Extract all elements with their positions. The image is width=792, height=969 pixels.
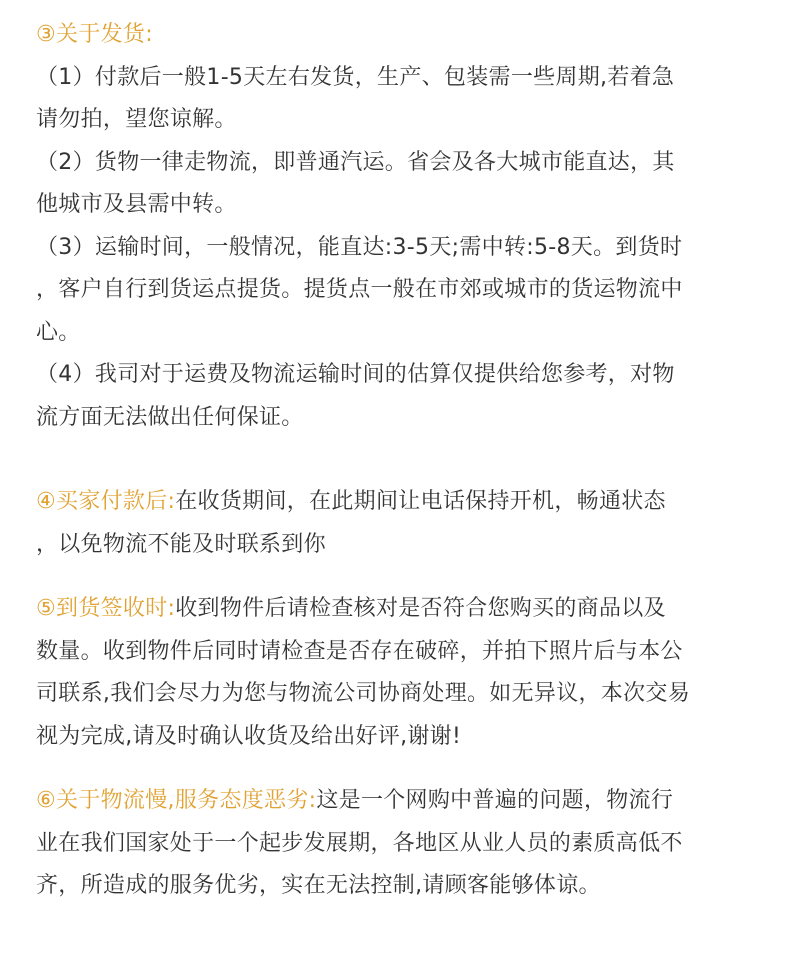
section-heading: ④买家付款后: — [36, 489, 176, 514]
section-heading: ⑥关于物流慢,服务态度恶劣: — [36, 788, 317, 813]
section-heading: ⑤到货签收时: — [36, 596, 176, 621]
text-inline: 在收货期间，在此期间让电话保持开机，畅通状态 — [175, 489, 666, 514]
text-line: 业在我们国家处于一个起步发展期，各地区从业人员的素质高低不 — [36, 830, 683, 856]
text-line: 齐，所造成的服务优劣，实在无法控制,请顾客能够体谅。 — [36, 873, 601, 898]
section-on-receipt — [36, 588, 762, 758]
text-line: 视为完成,请及时确认收货及给出好评,谢谢! — [36, 723, 462, 749]
text-line — [36, 481, 762, 524]
section-spacer — [36, 758, 762, 780]
section-slow-logistics — [36, 780, 762, 908]
text-line: 请勿拍，望您谅解。 — [36, 107, 237, 132]
text-line: 心。 — [36, 319, 81, 345]
text-inline: 这是一个网购中普遍的问题，物流行 — [316, 788, 674, 813]
text-line: 流方面无法做出任何保证。 — [36, 404, 304, 430]
section-spacer — [36, 439, 762, 481]
text-inline: 收到物件后请检查核对是否符合您购买的商品以及 — [175, 596, 666, 621]
text-line: 数量。收到物件后同时请检查是否存在破碎，并拍下照片后与本公 — [36, 638, 683, 664]
text-line: ，客户自行到货运点提货。提货点一般在市郊或城市的货运物流中 — [36, 277, 683, 302]
text-line: （2）货物一律走物流，即普通汽运。省会及各大城市能直达，其 — [36, 149, 675, 175]
section-spacer — [36, 566, 762, 588]
text-line — [36, 588, 762, 631]
section-heading: ③关于发货: — [36, 22, 153, 47]
text-line — [36, 780, 762, 823]
section-after-payment — [36, 481, 762, 566]
text-line: （1）付款后一般1-5天左右发货，生产、包装需一些周期,若着急 — [36, 64, 675, 90]
text-line: （3）运输时间，一般情况，能直达:3-5天;需中转:5-8天。到货时 — [36, 234, 683, 260]
section-shipping — [36, 14, 762, 439]
text-line: 司联系,我们会尽力为您与物流公司协商处理。如无异议，本次交易 — [36, 681, 690, 706]
text-line: ，以免物流不能及时联系到你 — [36, 531, 326, 557]
text-line: （4）我司对于运费及物流运输时间的估算仅提供给您参考，对物 — [36, 362, 675, 387]
text-line: 他城市及县需中转。 — [36, 192, 237, 217]
